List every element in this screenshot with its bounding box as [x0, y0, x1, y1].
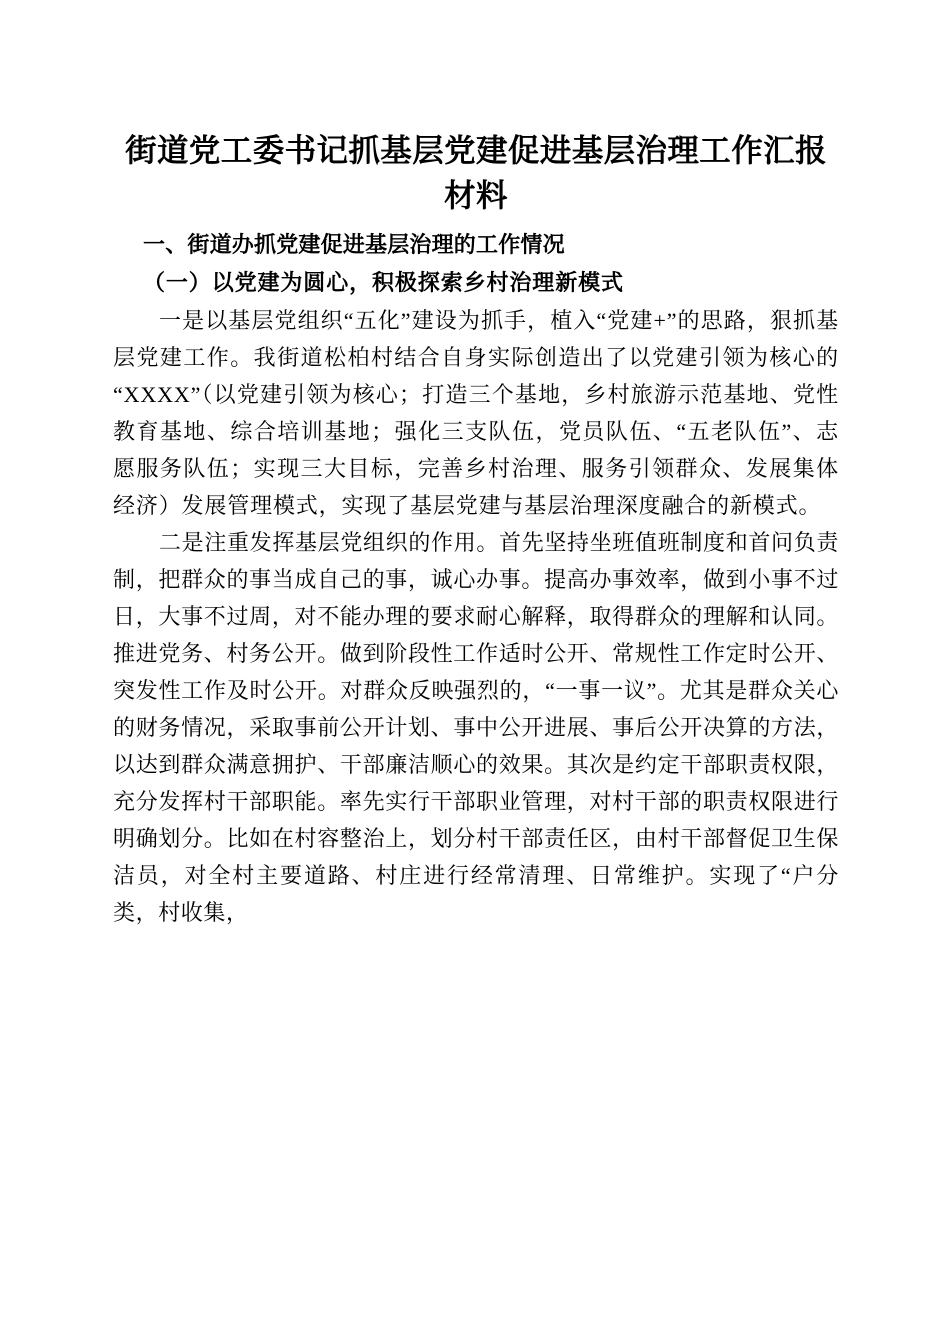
section-heading-level-2: （一）以党建为圆心，积极探索乡村治理新模式 [143, 270, 624, 295]
body-paragraph: 一是以基层党组织“五化”建设为抓手，植入“党建+”的思路，狠抓基层党建工作。我街道松柏村结合自身实际创造出了以党建引领为核心的“XXXX”（以党建引领为核心；打造三个基地，乡村旅游示范基地、党性教育基地、综合培训基地；强化三支队伍，党员队伍、“五老队伍”、志愿服务队伍；实现三大目标，完善乡村治理、服务引领群众、发展集体经济）发展管理模式，实现了基层党建与基层治理深度融合的新模式。 [113, 308, 839, 518]
document-content [113, 128, 839, 931]
section-heading-level-1: 一、街道办抓党建促进基层治理的工作情况 [143, 232, 565, 257]
body-paragraph: 二是注重发挥基层党组织的作用。首先坚持坐班值班制度和首问负责制，把群众的事当成自己的事，诚心办事。提高办事效率，做到小事不过日，大事不过周，对不能办理的要求耐心解释，取得群众的理解和认同。推进党务、村务公开。做到阶段性工作适时公开、常规性工作定时公开、突发性工作及时公开。对群众反映强烈的，“一事一议”。尤其是群众关心的财务情况，采取事前公开计划、事中公开进展、事后公开决算的方法，以达到群众满意拥护、干部廉洁顺心的效果。其次是约定干部职责权限，充分发挥村干部职能。率先实行干部职业管理，对村干部的职责权限进行明确划分。比如在村容整治上，划分村干部责任区，由村干部督促卫生保洁员，对全村主要道路、村庄进行经常清理、日常维护。实现了“户分类，村收集， [113, 530, 839, 925]
page-title: 街道党工委书记抓基层党建促进基层治理工作汇报材料 [125, 133, 827, 213]
